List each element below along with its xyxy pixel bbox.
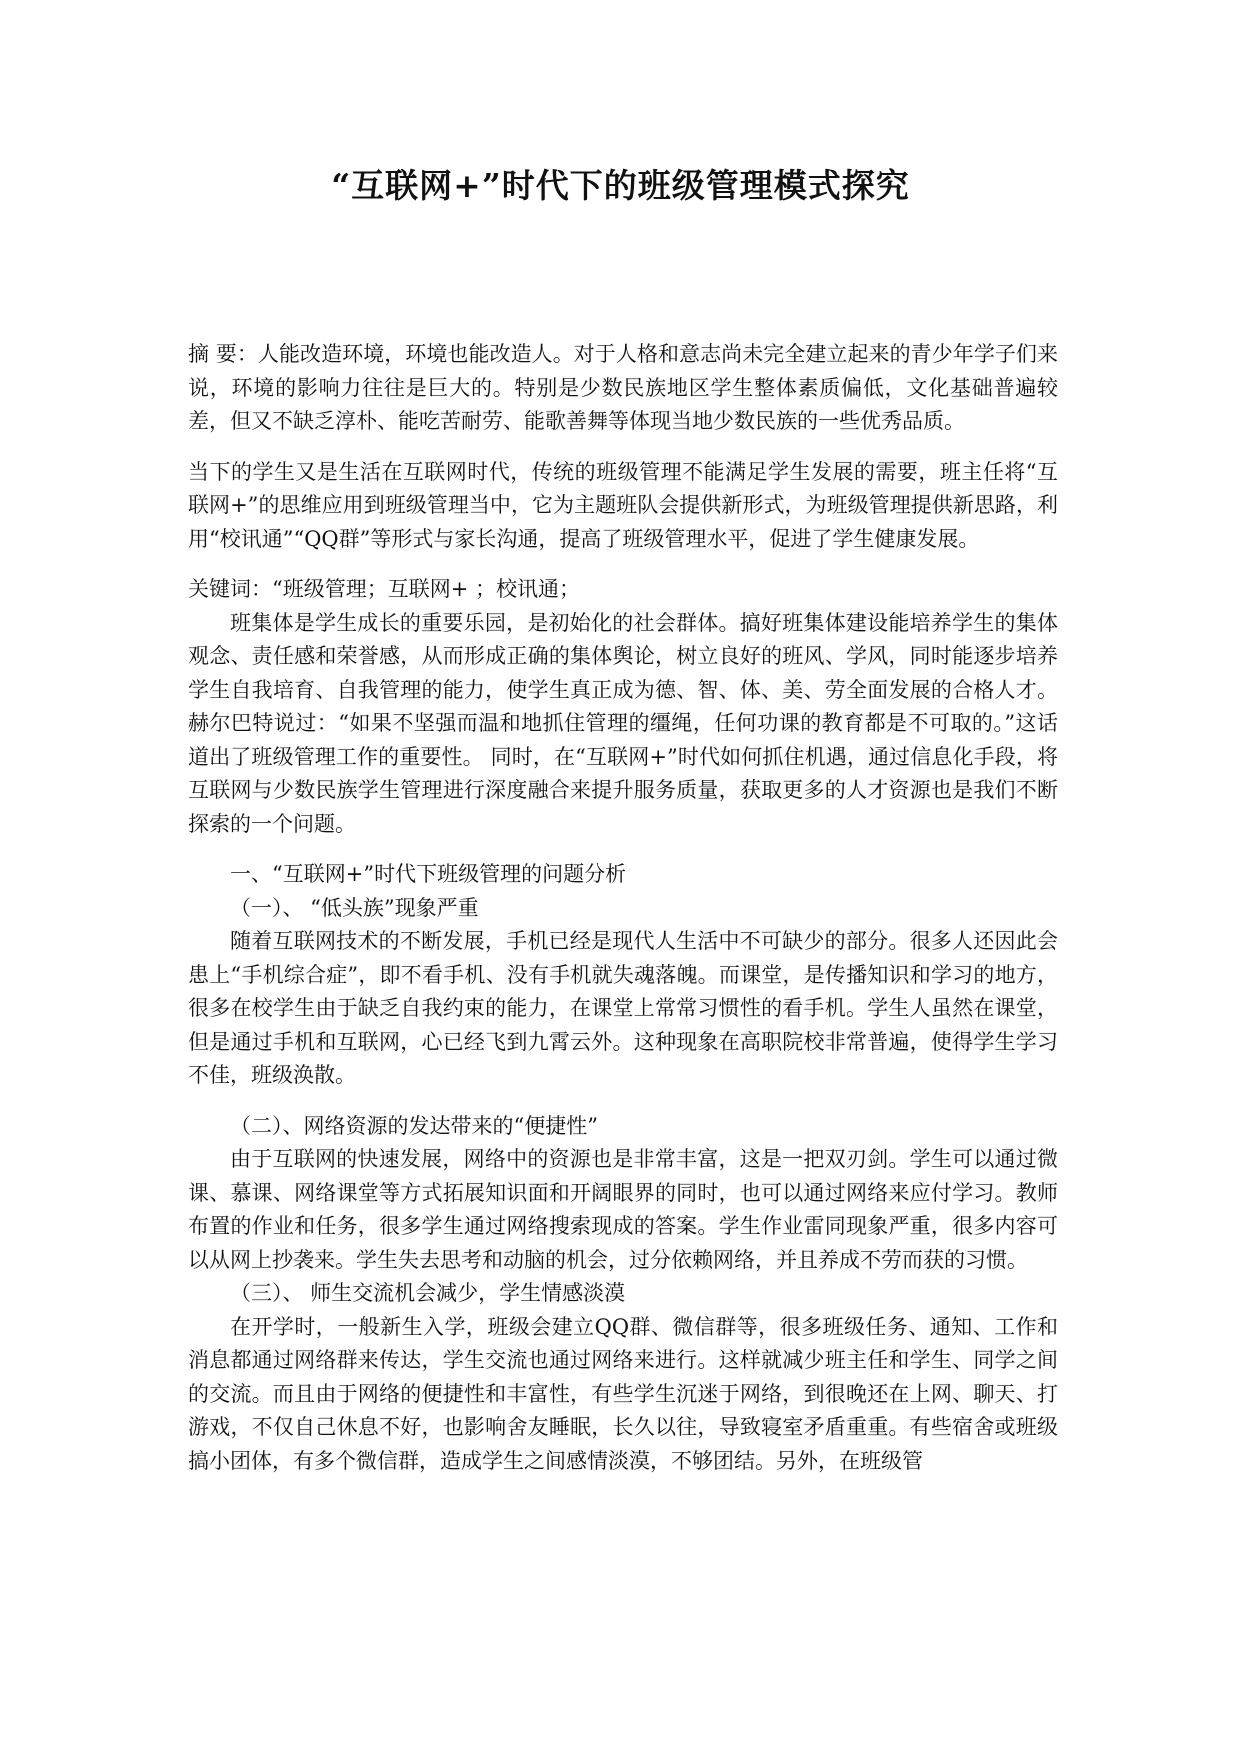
keywords-label: 关键词：	[188, 577, 272, 601]
keywords-text: “班级管理；互联网+ ；校讯通；	[272, 577, 581, 601]
paper-title: “互联网+”时代下的班级管理模式探究	[331, 166, 910, 205]
abstract-text-1: 人能改造环境，环境也能改造人。对于人格和意志尚未完全建立起来的青少年学子们来说，环境的影响力往往是巨大的。特别是少数民族地区学生整体素质偏低，文化基础普遍较差，但又不缺乏淳朴、能吃苦耐劳、能歌善舞等体现当地少数民族的一些优秀品质。	[188, 342, 1058, 433]
subsection-1-heading: （一）、 “低头族”现象严重	[230, 895, 479, 920]
abstract-paragraph-2: 当下的学生又是生活在互联网时代，传统的班级管理不能满足学生发展的需要，班主任将“互联网+”的思维应用到班级管理当中，它为主题班队会提供新形式，为班级管理提供新思路，利用“校讯通”“QQ群”等形式与家长沟通，提高了班级管理水平，促进了学生健康发展。	[188, 459, 1058, 551]
subsection-3-heading: （三）、 师生交流机会减少，学生情感淡漠	[230, 1281, 626, 1305]
subsection-2-text: 由于互联网的快速发展，网络中的资源也是非常丰富，这是一把双刃剑。学生可以通过微课、慕课、网络课堂等方式拓展知识面和开阔眼界的同时，也可以通过网络来应付学习。教师布置的作业和任务，很多学生通过网络搜索现成的答案。学生作业雷同现象严重，很多内容可以从网上抄袭来。学生失去思考和动脑的机会，过分依赖网络，并且养成不劳而获的习惯。	[188, 1147, 1058, 1272]
subsection-1-text: 随着互联网技术的不断发展，手机已经是现代人生活中不可缺少的部分。很多人还因此会患上“手机综合症”，即不看手机、没有手机就失魂落魄。而课堂，是传播知识和学习的地方，很多在校学生由于缺乏自我约束的能力，在课堂上常常习惯性的看手机。学生人虽然在课堂，但是通过手机和互联网，心已经飞到九霄云外。这种现象在高职院校非常普遍，使得学生学习不佳，班级涣散。	[188, 929, 1058, 1087]
abstract-paragraph	[188, 338, 1058, 439]
intro-paragraph: 班集体是学生成长的重要乐园，是初始化的社会群体。搞好班集体建设能培养学生的集体观念、责任感和荣誉感，从而形成正确的集体舆论，树立良好的班风、学风，同时能逐步培养学生自我培育、自我管理的能力，使学生真正成为德、智、体、美、劳全面发展的合格人才。赫尔巴特说过：“如果不坚强而温和地抓住管理的缰绳，任何功课的教育都是不可取的。”这话道出了班级管理工作的重要性。 同时，在“互联网+”时代如何抓住机遇，通过信息化手段，将互联网与少数民族学生管理进行深度融合来提升服务质量，获取更多的人才资源也是我们不断探索的一个问题。	[188, 610, 1058, 836]
keywords-line	[188, 573, 1058, 607]
subsection-3-text: 在开学时，一般新生入学，班级会建立QQ群、微信群等，很多班级任务、通知、工作和消息都通过网络群来传达，学生交流也通过网络来进行。这样就减少班主任和学生、同学之间的交流。而且由于网络的便捷性和丰富性，有些学生沉迷于网络，到很晚还在上网、聊天、打游戏，不仅自己休息不好，也影响舍友睡眠，长久以往，导致寝室矛盾重重。有些宿舍或班级搞小团体，有多个微信群，造成学生之间感情淡漠，不够团结。另外，在班级管	[188, 1314, 1058, 1473]
subsection-2-heading: （二）、网络资源的发达带来的“便捷性”	[230, 1113, 598, 1138]
abstract-label: 摘 要：	[188, 342, 258, 366]
paper-body	[188, 338, 1058, 1478]
section-1-heading: 一、“互联网+”时代下班级管理的问题分析	[230, 862, 627, 886]
